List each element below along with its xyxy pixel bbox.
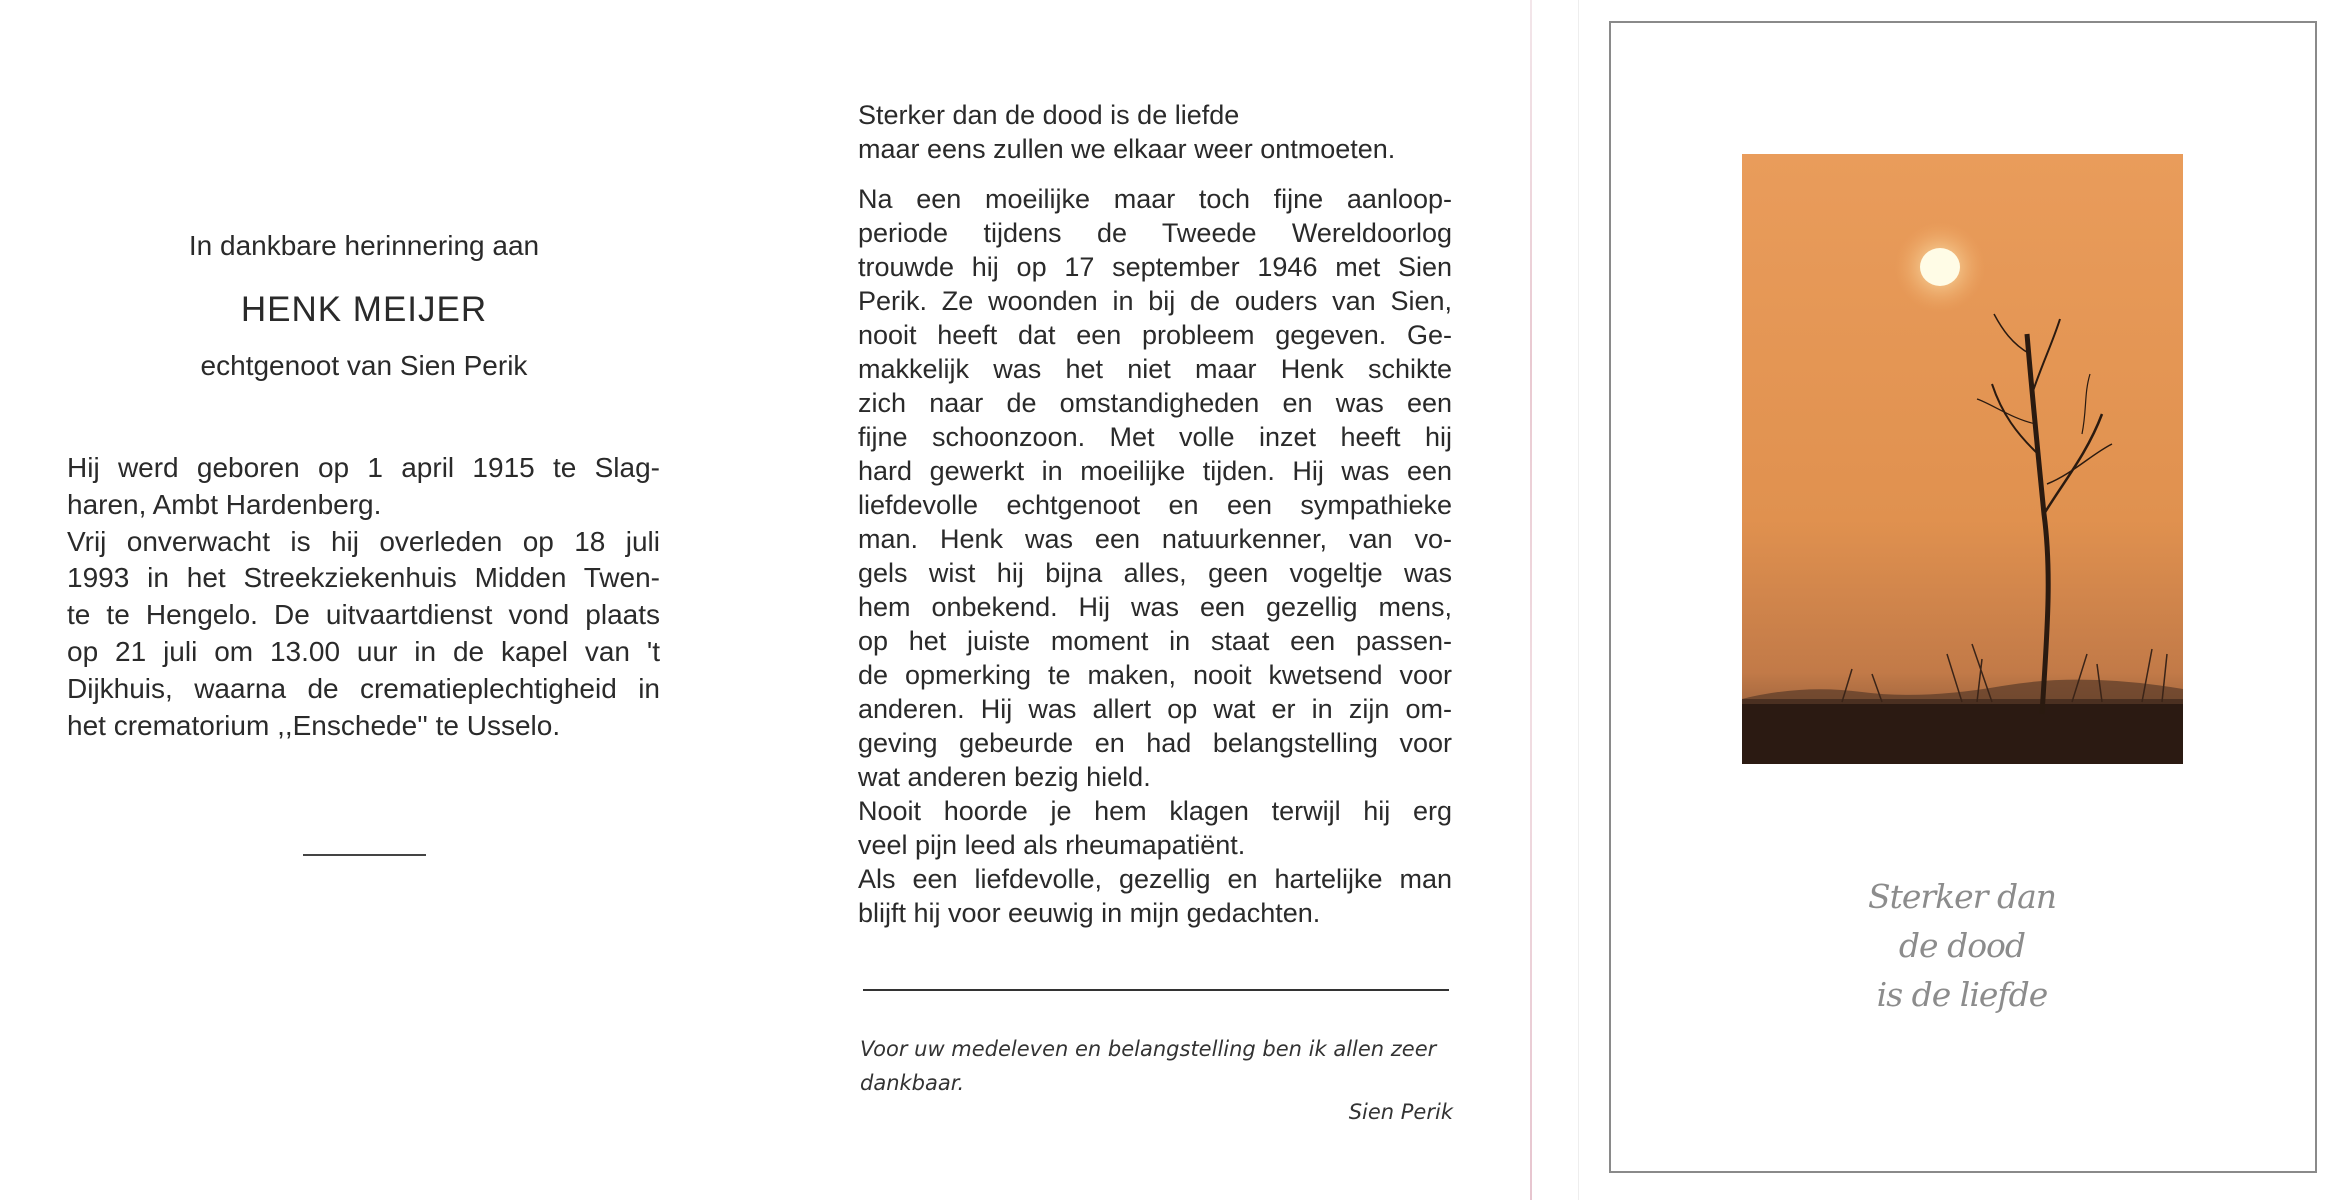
- text-line: hard gewerkt in moeilijke tijden. Hij was een: [858, 456, 1452, 486]
- card-fold-shadow: [1578, 0, 1579, 1200]
- text-line: wat anderen bezig hield.: [858, 762, 1151, 792]
- life-story-paragraph: [858, 182, 1452, 862]
- text-line: Na een moeilijke maar toch fijne aanloop-: [858, 184, 1452, 214]
- text-line: Dijkhuis, waarna de crematieplechtigheid in: [67, 672, 660, 704]
- text-line: man. Henk was een natuurkenner, van vo-: [858, 524, 1452, 554]
- cover-title-line: is de liefde: [1876, 975, 2048, 1014]
- text-line: Als een liefdevolle, gezellig en hartelijke man: [858, 864, 1452, 894]
- text-line: trouwde hij op 17 september 1946 met Sien: [858, 252, 1452, 282]
- intro-text: In dankbare herinnering aan: [188, 230, 540, 261]
- text-line: veel pijn leed als rheumapatiënt.: [858, 830, 1246, 860]
- text-line: periode tijdens de Tweede Wereldoorlog: [858, 218, 1452, 248]
- biography-paragraph: [67, 450, 660, 744]
- text-line: anderen. Hij was allert op wat er in zijn om-: [858, 694, 1452, 724]
- text-line: Vrij onverwacht is hij overleden op 18 juli: [67, 525, 660, 557]
- text-line: het crematorium ,,Enschede'' te Usselo.: [67, 709, 561, 741]
- text-line: Hij werd geboren op 1 april 1915 te Slag-: [67, 452, 660, 483]
- cover-title-line: Sterker dan: [1867, 877, 2056, 916]
- motto: [858, 98, 1452, 166]
- text-line: op 21 juli om 13.00 uur in de kapel van 't: [67, 635, 660, 667]
- motto-line: maar eens zullen we elkaar weer ontmoeten.: [858, 134, 1396, 164]
- sun: [1920, 248, 1960, 286]
- text-line: fijne schoonzoon. Met volle inzet heeft hij: [858, 422, 1452, 452]
- text-line: 1993 in het Streekziekenhuis Midden Twen-: [67, 562, 660, 594]
- card-fold-line: [1530, 0, 1532, 1200]
- thanks-text: Voor uw medeleven en belangstelling ben ik allen zeer dankbaar.: [860, 1037, 1437, 1095]
- text-line: de opmerking te maken, nooit kwetsend voor: [858, 660, 1452, 690]
- text-line: gels wist hij bijna alles, geen vogeltje was: [858, 558, 1452, 588]
- cover-title-line: de dood: [1898, 926, 2026, 965]
- text-line: haren, Ambt Hardenberg.: [67, 488, 382, 520]
- motto-line: Sterker dan de dood is de liefde: [858, 100, 1240, 130]
- signature: Sien Perik: [1348, 1100, 1453, 1124]
- text-line: op het juiste moment in staat een passen-: [858, 626, 1452, 656]
- cover-title: [1800, 872, 2124, 1019]
- text-line: nooit heeft dat een probleem gegeven. Ge-: [858, 320, 1452, 350]
- text-line: Nooit hoorde je hem klagen terwijl hij erg: [858, 796, 1452, 826]
- text-line: hem onbekend. Hij was een gezellig mens,: [858, 592, 1452, 622]
- text-line: te te Hengelo. De uitvaartdienst vond plaats: [67, 599, 660, 631]
- text-line: liefdevolle echtgenoot en een sympathieke: [858, 490, 1452, 520]
- divider: [303, 854, 426, 856]
- closing-paragraph: [858, 862, 1452, 930]
- spouse-text: echtgenoot van Sien Perik: [200, 350, 528, 381]
- sunset-tree-photo: [1742, 154, 2183, 764]
- deceased-name: HENK MEIJER: [240, 290, 488, 329]
- text-line: blijft hij voor eeuwig in mijn gedachten.: [858, 898, 1321, 928]
- text-line: Perik. Ze woonden in bij de ouders van Sien,: [858, 286, 1452, 316]
- ground: [1742, 699, 2183, 764]
- text-line: makkelijk was het niet maar Henk schikte: [858, 354, 1452, 384]
- text-line: geving gebeurde en had belangstelling voor: [858, 728, 1452, 758]
- sunset-photo-graphic: [1742, 154, 2183, 764]
- text-line: zich naar de omstandigheden en was een: [858, 388, 1452, 418]
- divider: [863, 989, 1449, 991]
